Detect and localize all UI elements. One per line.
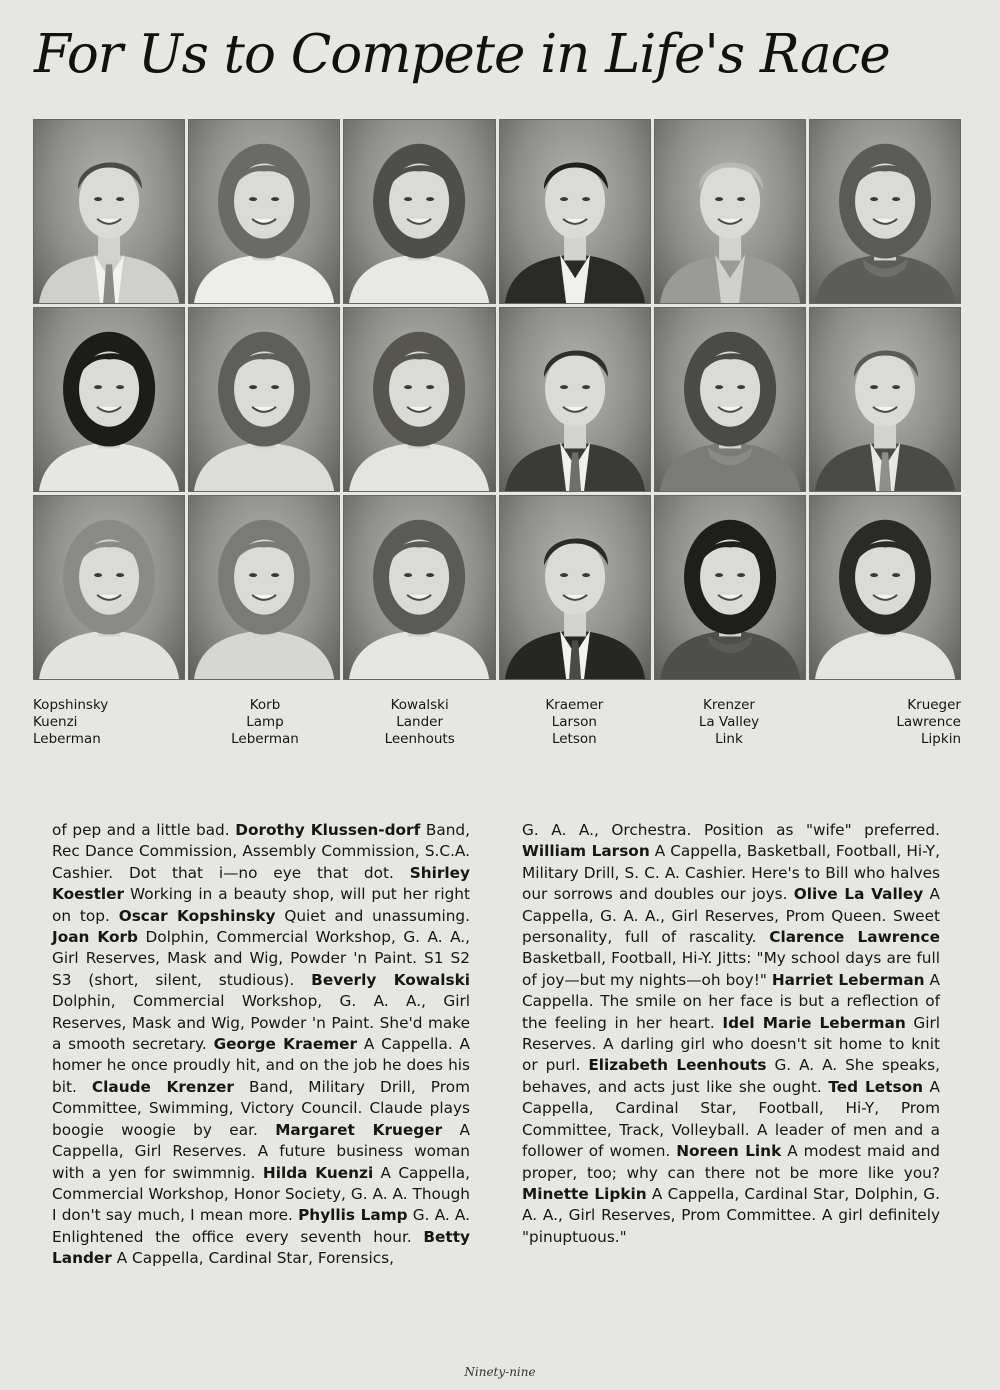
student-name: Claude Krenzer bbox=[91, 1077, 234, 1096]
student-name: Oscar Kopshinsky bbox=[118, 906, 276, 925]
caption-name: Kopshinsky bbox=[33, 697, 109, 713]
portrait-photo bbox=[188, 307, 340, 492]
bio-text: Band, Military Drill, Prom Committee, Swimming, Victory Council. Claude plays boogie woogie by ear. bbox=[52, 1077, 470, 1139]
portrait-figure bbox=[189, 308, 339, 491]
student-name: Harriet Leberman bbox=[771, 970, 925, 989]
page-number: Ninety-nine bbox=[464, 1365, 536, 1379]
portrait-figure bbox=[344, 308, 494, 491]
student-name: Dorothy Klussen-dorf bbox=[235, 821, 421, 839]
student-name: William Larson bbox=[522, 842, 650, 861]
bio-text: A Cappella, Basketball, Football, Hi-Y, Military Drill, S. C. A. Cashier. Here's to Bill who halves our sorrows and doubles our joys. bbox=[522, 842, 940, 904]
bio-text: A modest maid and proper, too; why can there not be more like you? bbox=[522, 1142, 941, 1182]
portrait-photo bbox=[33, 495, 185, 680]
bio-text: A Cappella, Commercial Workshop, Honor Society, G. A. A. Though I don't say much, I mean more. bbox=[52, 1163, 471, 1225]
student-name: Hilda Kuenzi bbox=[262, 1163, 374, 1182]
portrait-photo bbox=[188, 119, 340, 304]
bio-text: A Cappella, Cardinal Star, Football, Hi-Y, Prom Committee, Track, Volleyball. A leader of men and a follower of women. bbox=[522, 1077, 940, 1161]
student-name: Phyllis Lamp bbox=[298, 1206, 408, 1225]
student-name: Elizabeth Leenhouts bbox=[588, 1056, 767, 1075]
portrait-figure bbox=[810, 120, 960, 303]
student-name: Betty Lander bbox=[52, 1227, 470, 1268]
caption-column bbox=[33, 697, 188, 748]
bio-text: Basketball, Football, Hi-Y. Jitts: "My school days are full of joy—but my nights—oh boy!" bbox=[522, 949, 940, 989]
portrait-photo bbox=[499, 495, 651, 680]
caption-name: Krueger bbox=[907, 697, 961, 713]
bio-text: Girl Reserves. A darling girl who doesn't sit home to knit or purl. bbox=[522, 1013, 941, 1075]
portrait-figure bbox=[500, 308, 650, 491]
caption-name: Lipkin bbox=[921, 731, 961, 747]
portrait-photo bbox=[33, 307, 185, 492]
caption-name: Larson bbox=[551, 714, 597, 730]
bio-text: G. A. A., Orchestra. Position as "wife" preferred. bbox=[522, 821, 940, 839]
caption-name: Leenhouts bbox=[384, 731, 455, 747]
portrait-figure bbox=[34, 496, 184, 679]
bio-text: A Cappella. The smile on her face is but a reflection of the feeling in her heart. bbox=[522, 970, 940, 1032]
student-name: Ted Letson bbox=[828, 1077, 923, 1096]
student-name: Noreen Link bbox=[676, 1142, 782, 1161]
caption-column bbox=[806, 697, 961, 748]
portrait-photo bbox=[499, 119, 651, 304]
bio-text: G. A. A. Enlightened the office every seventh hour. bbox=[52, 1206, 470, 1246]
caption-name: Letson bbox=[551, 731, 597, 747]
portrait-photo bbox=[654, 495, 806, 680]
portrait-figure bbox=[344, 120, 494, 303]
portrait-figure bbox=[810, 496, 960, 679]
bio-column-right bbox=[522, 820, 940, 1248]
bio-text: Dolphin, Commercial Workshop, G. A. A., Girl Reserves, Mask and Wig, Powder 'n Paint. S1 S2 S3 (short, silent, studious). bbox=[52, 928, 470, 989]
portrait-photo bbox=[809, 307, 961, 492]
portrait-photo bbox=[343, 119, 495, 304]
caption-name: Link bbox=[715, 731, 743, 747]
portrait-photo bbox=[654, 119, 806, 304]
portrait-figure bbox=[34, 120, 184, 303]
caption-name: La Valley bbox=[698, 714, 760, 730]
portrait-photo bbox=[809, 495, 961, 680]
portrait-photo bbox=[809, 119, 961, 304]
caption-name: Kraemer bbox=[545, 697, 604, 713]
portrait-figure bbox=[189, 120, 339, 303]
portrait-figure bbox=[500, 120, 650, 303]
portrait-figure bbox=[655, 308, 805, 491]
portrait-photo bbox=[654, 307, 806, 492]
caption-name: Leberman bbox=[33, 731, 101, 747]
caption-column bbox=[188, 697, 343, 748]
name-captions bbox=[33, 697, 961, 748]
caption-column bbox=[497, 697, 652, 748]
student-name: Clarence Lawrence bbox=[769, 928, 940, 947]
portrait-figure bbox=[189, 496, 339, 679]
portrait-photo bbox=[499, 307, 651, 492]
caption-column bbox=[652, 697, 807, 748]
bio-text: Quiet and unassuming. bbox=[275, 906, 470, 925]
caption-name: Korb bbox=[249, 697, 281, 713]
portrait-photo bbox=[343, 495, 495, 680]
caption-name: Kowalski bbox=[390, 697, 449, 713]
student-name: Shirley Koestler bbox=[52, 863, 470, 904]
caption-column bbox=[342, 697, 497, 748]
portrait-figure bbox=[810, 308, 960, 491]
portrait-photo bbox=[188, 495, 340, 680]
bio-text: A Cappella, G. A. A., Girl Reserves, Prom Queen. Sweet personality, full of rascality. bbox=[522, 885, 941, 947]
bio-text: A Cappella. A homer he once proudly hit, and on the job he does his bit. bbox=[52, 1035, 471, 1096]
bio-text: Working in a beauty shop, will put her right on top. bbox=[52, 885, 470, 925]
portrait-figure bbox=[500, 496, 650, 679]
bio-text: G. A. A. She speaks, behaves, and acts just like she ought. bbox=[522, 1056, 940, 1096]
portrait-figure bbox=[655, 496, 805, 679]
portrait-figure bbox=[655, 120, 805, 303]
caption-name: Krenzer bbox=[703, 697, 755, 713]
student-name: Joan Korb bbox=[52, 928, 138, 947]
portrait-grid bbox=[33, 119, 961, 680]
bio-text: A Cappella, Girl Reserves. A future business woman with a yen for swimmnig. bbox=[52, 1120, 470, 1182]
student-name: Beverly Kowalski bbox=[311, 970, 471, 989]
student-name: Idel Marie Leberman bbox=[722, 1013, 906, 1032]
bio-text: A Cappella, Cardinal Star, Forensics, bbox=[111, 1249, 394, 1268]
student-name: Minette Lipkin bbox=[522, 1184, 647, 1203]
bio-text: Dolphin, Commercial Workshop, G. A. A., Girl Reserves, Mask and Wig, Powder 'n Paint. She'd make a smooth secretary. bbox=[52, 992, 470, 1054]
caption-name: Lawrence bbox=[896, 714, 961, 730]
bio-text: of pep and a little bad. bbox=[52, 821, 236, 839]
student-name: Olive La Valley bbox=[793, 885, 924, 904]
caption-name: Lander bbox=[396, 714, 444, 730]
student-name: Margaret Krueger bbox=[275, 1120, 443, 1139]
portrait-figure bbox=[344, 496, 494, 679]
caption-name: Kuenzi bbox=[33, 714, 78, 730]
bio-text: Band, Rec Dance Commission, Assembly Commission, S.C.A. Cashier. Dot that i—no eye that dot. bbox=[52, 821, 471, 882]
portrait-photo bbox=[343, 307, 495, 492]
student-name: George Kraemer bbox=[213, 1035, 358, 1054]
portrait-figure bbox=[34, 308, 184, 491]
page-title: For Us to Compete in Life's Race bbox=[34, 24, 890, 85]
bio-column-left bbox=[52, 820, 470, 1270]
bio-text: A Cappella, Cardinal Star, Dolphin, G. A. A., Girl Reserves, Prom Committee. A girl definitely "pinuptuous." bbox=[522, 1184, 940, 1246]
caption-name: Lamp bbox=[246, 714, 284, 730]
portrait-photo bbox=[33, 119, 185, 304]
caption-name: Leberman bbox=[231, 731, 299, 747]
